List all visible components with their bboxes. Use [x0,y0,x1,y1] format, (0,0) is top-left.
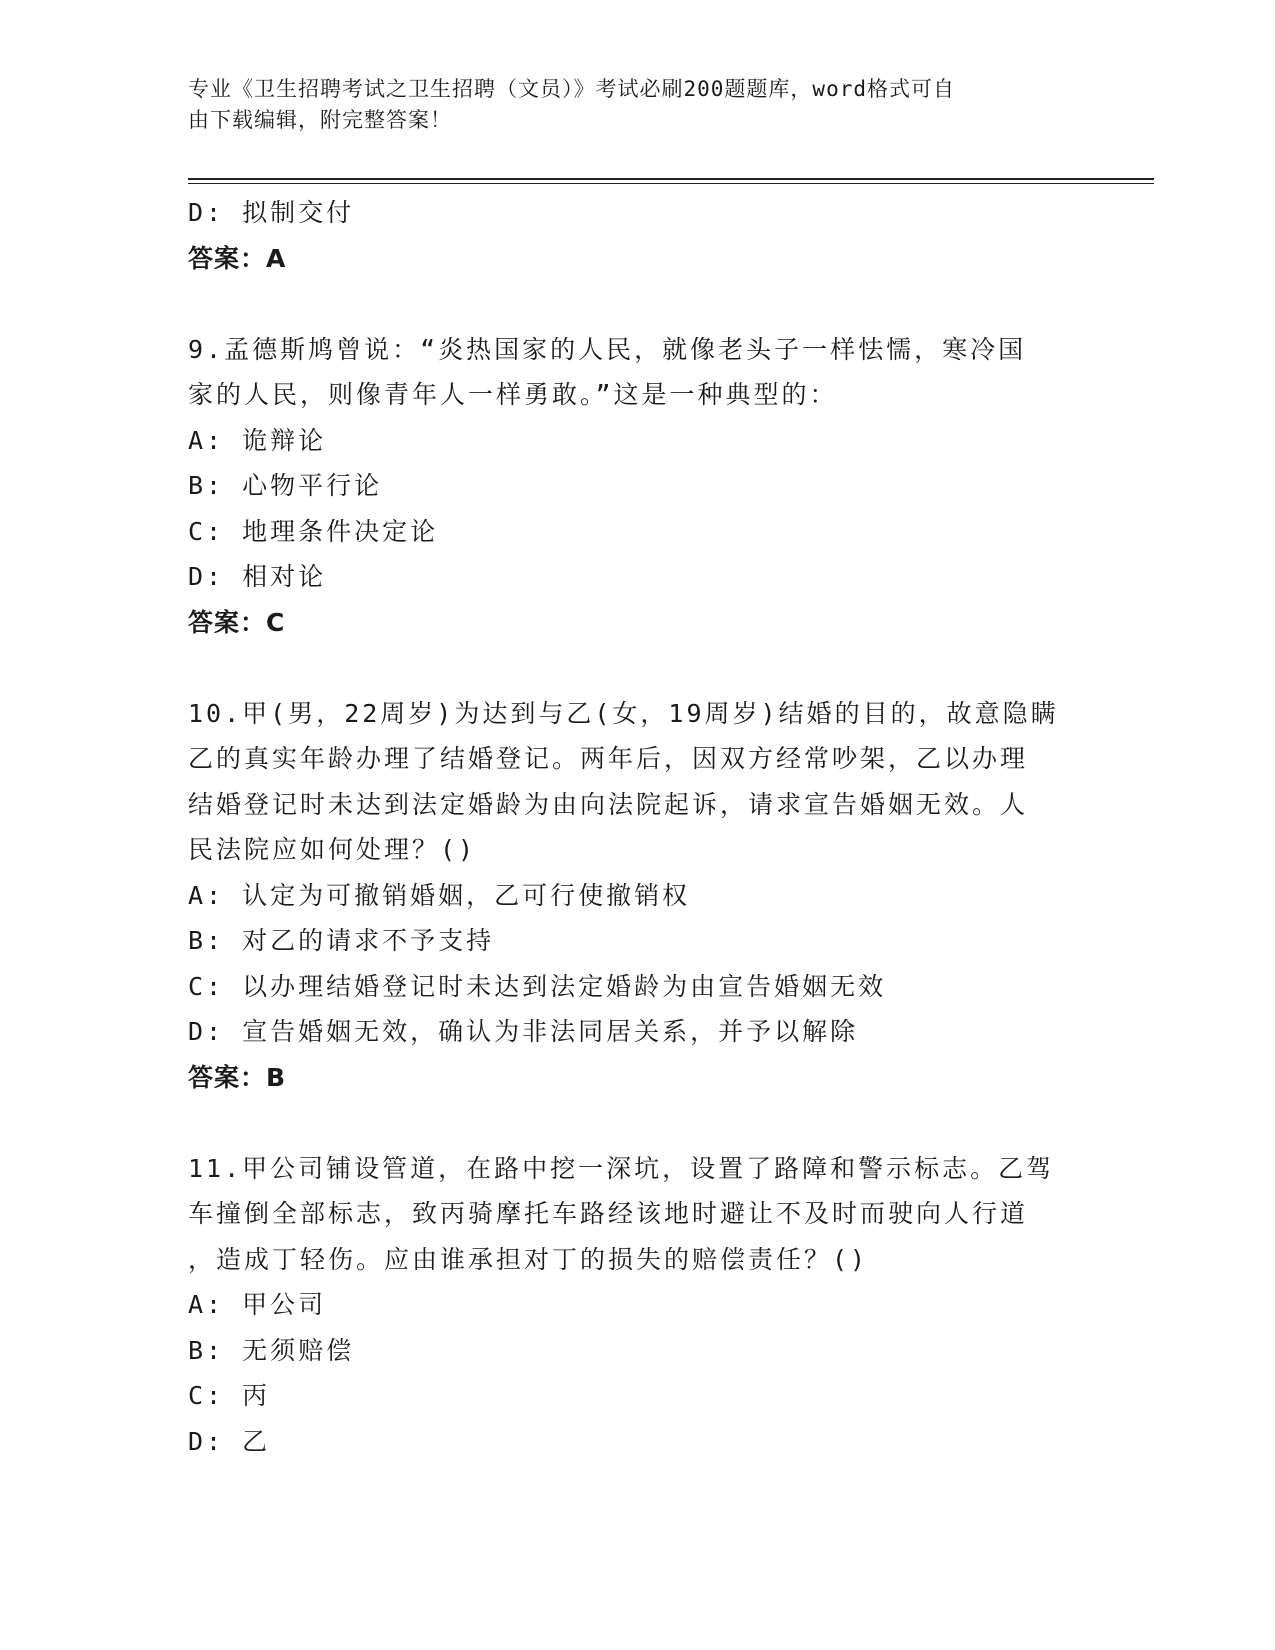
question-stem: 结婚登记时未达到法定婚龄为由向法院起诉，请求宣告婚姻无效。人 [188,789,1029,819]
option-a: A: 甲公司 [188,1290,327,1319]
question-10 [188,691,1088,1101]
option-c: C: 地理条件决定论 [188,516,439,546]
question-stem: ，造成丁轻伤。应由谁承担对丁的损失的赔偿责任？() [188,1244,869,1274]
option-c: C: 以办理结婚登记时未达到法定婚龄为由宣告婚姻无效 [188,971,887,1001]
header-divider-thick [188,178,1154,180]
option-d: D: 乙 [188,1426,271,1456]
header-line-1: 专业《卫生招聘考试之卫生招聘（文员）》考试必刷200题题库，word格式可自 [188,77,955,101]
spacer [188,645,1088,691]
question-8 [188,190,1088,281]
option-d: D: 相对论 [188,562,327,591]
option-a: A: 诡辩论 [188,425,327,455]
question-stem: 11.甲公司铺设管道，在路中挖一深坑，设置了路障和警示标志。乙驾 [188,1153,1055,1183]
option-b: B: 对乙的请求不予支持 [188,926,495,955]
header-divider-thin [188,183,1154,184]
spacer [188,281,1088,327]
option-b: B: 无须赔偿 [188,1335,355,1365]
option-d: D: 宣告婚姻无效，确认为非法同居关系，并予以解除 [188,1017,859,1046]
option-c: C: 丙 [188,1381,271,1410]
question-stem: 家的人民，则像青年人一样勇敢。”这是一种典型的： [188,380,838,409]
spacer [188,1100,1088,1146]
answer: 答案：A [188,243,287,273]
header-line-2: 由下载编辑，附完整答案！ [188,108,452,132]
question-9 [188,327,1088,646]
option-a: A: 认定为可撤销婚姻，乙可行使撤销权 [188,880,691,910]
answer: 答案：B [188,1062,287,1092]
question-stem: 乙的真实年龄办理了结婚登记。两年后，因双方经常吵架，乙以办理 [188,744,1029,773]
option-b: B: 心物平行论 [188,471,383,500]
question-stem: 9.孟德斯鸠曾说：“炎热国家的人民，就像老头子一样怯懦，寒冷国 [188,334,1027,364]
answer: 答案：C [188,607,286,637]
question-stem: 10.甲(男，22周岁)为达到与乙(女，19周岁)结婚的目的，故意隐瞒 [188,698,1059,728]
question-list [188,190,1088,1464]
question-stem: 民法院应如何处理？() [188,835,477,864]
document-header [188,74,1068,136]
question-11 [188,1146,1088,1465]
question-stem: 车撞倒全部标志，致丙骑摩托车路经该地时避让不及时而驶向人行道 [188,1199,1029,1228]
option-d: D: 拟制交付 [188,198,355,227]
